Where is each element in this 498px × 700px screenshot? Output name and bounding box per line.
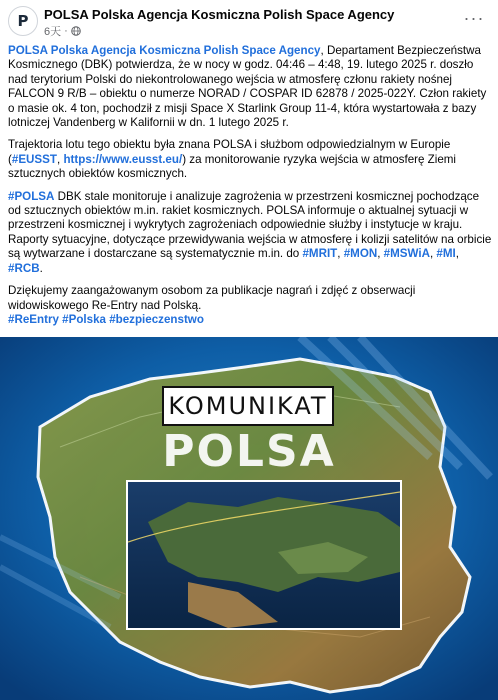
komunikat-text: KOMUNIKAT [168,392,328,420]
komunikat-label-box [162,386,334,426]
hashtag-polsa[interactable]: #POLSA [8,189,55,203]
paragraph-2-text-a: Trajektoria lotu tego obiektu była znana POLSA i służbom odpowiedzialnym w Europie ( [8,138,451,166]
separator: , [56,152,64,166]
world-map-inset [126,480,402,630]
post-timestamp[interactable]: 6天 [44,26,62,38]
hashtag-mon[interactable]: #MON [343,247,378,261]
globe-icon [71,26,81,36]
hashtag-rcb[interactable]: #RCB [8,261,40,275]
dot-separator: · [64,25,68,37]
paragraph-1-text: , Departament Bezpieczeństwa Kosmicznego (DBK) potwierdza, że w nocy w godz. 04:46 – 4:48, 19. lutego 2025 r. doszło nad terytorium Polski do niekontrolowanego wejścia w atmosferę członu rakiety nośnej FALCON 9 R/B – obiektu o numerze NORAD / COSPAR ID 62878 / 2025-022Y. Człon rakiety o masie ok. 4 ton, pochodził z misji Space X Starlink Group 11-4, która wystartowała z bazy lotniczej Vandenberg w Kalifornii w dn. 1 lutego 2025 r. [8,44,487,130]
hashtag-mi[interactable]: #MI [436,247,456,261]
post-body [8,44,492,335]
comma: , [337,247,344,261]
hashtag-mrit[interactable]: #MRIT [302,247,338,261]
post-header [0,0,498,40]
paragraph-1 [8,44,492,130]
page-avatar[interactable] [8,6,38,36]
hashtag-eusst[interactable]: #EUSST [11,152,57,166]
post-meta [44,23,81,39]
polsa-image-text: POLSA [162,426,336,477]
comma: , [429,247,437,261]
hashtag-reentry[interactable]: #ReEntry [8,312,59,326]
paragraph-3 [8,190,492,276]
hashtag-mswia[interactable]: #MSWiA [383,247,430,261]
period: . [39,261,43,275]
post-image[interactable] [0,337,498,700]
more-options-button[interactable]: ··· [463,7,485,28]
hashtag-bezpieczenstwo[interactable]: #bezpieczenstwo [109,312,204,326]
paragraph-4 [8,284,492,327]
comma: , [455,247,459,261]
paragraph-2-text-b: ) za monitorowanie ryzyka wejścia w atmosferę Ziemi sztucznych obiektów kosmicznych. [8,152,457,181]
hashtag-polska[interactable]: #Polska [62,312,106,326]
paragraph-3-text: DBK stale monitoruje i analizuje zagrożenia w przestrzeni kosmicznej pochodzące od sztucznych obiektów m.in. rakiet kosmicznych. POLSA informuje o aktualnej sytuacji w przestrzeni kosmicznej i wykrytych zagrożeniach odpowiednie służby i instytucje w kraju. Raporty sytuacyjne, dotyczące przewidywania wejścia w atmosferę i kolizji satelitów na orbicie są wytwarzane i dostarczane są systematycznie m.in. do [8,189,492,261]
paragraph-2 [8,138,492,181]
avatar-logo-letter: P [17,12,29,30]
paragraph-4-text: Dziękujemy zaangażowanym osobom za publikacje nagrań i zdjęć z obserwacji widowiskowego Re-Entry nad Polską. [8,284,416,312]
page-name-link[interactable]: POLSA Polska Agencja Kosmiczna Polish Space Agency [44,7,395,22]
comma: , [377,247,384,261]
eusst-url-link[interactable]: https://www.eusst.eu/ [63,152,183,166]
page-mention-link[interactable]: POLSA Polska Agencja Kosmiczna Polish Space Agency [8,44,321,57]
